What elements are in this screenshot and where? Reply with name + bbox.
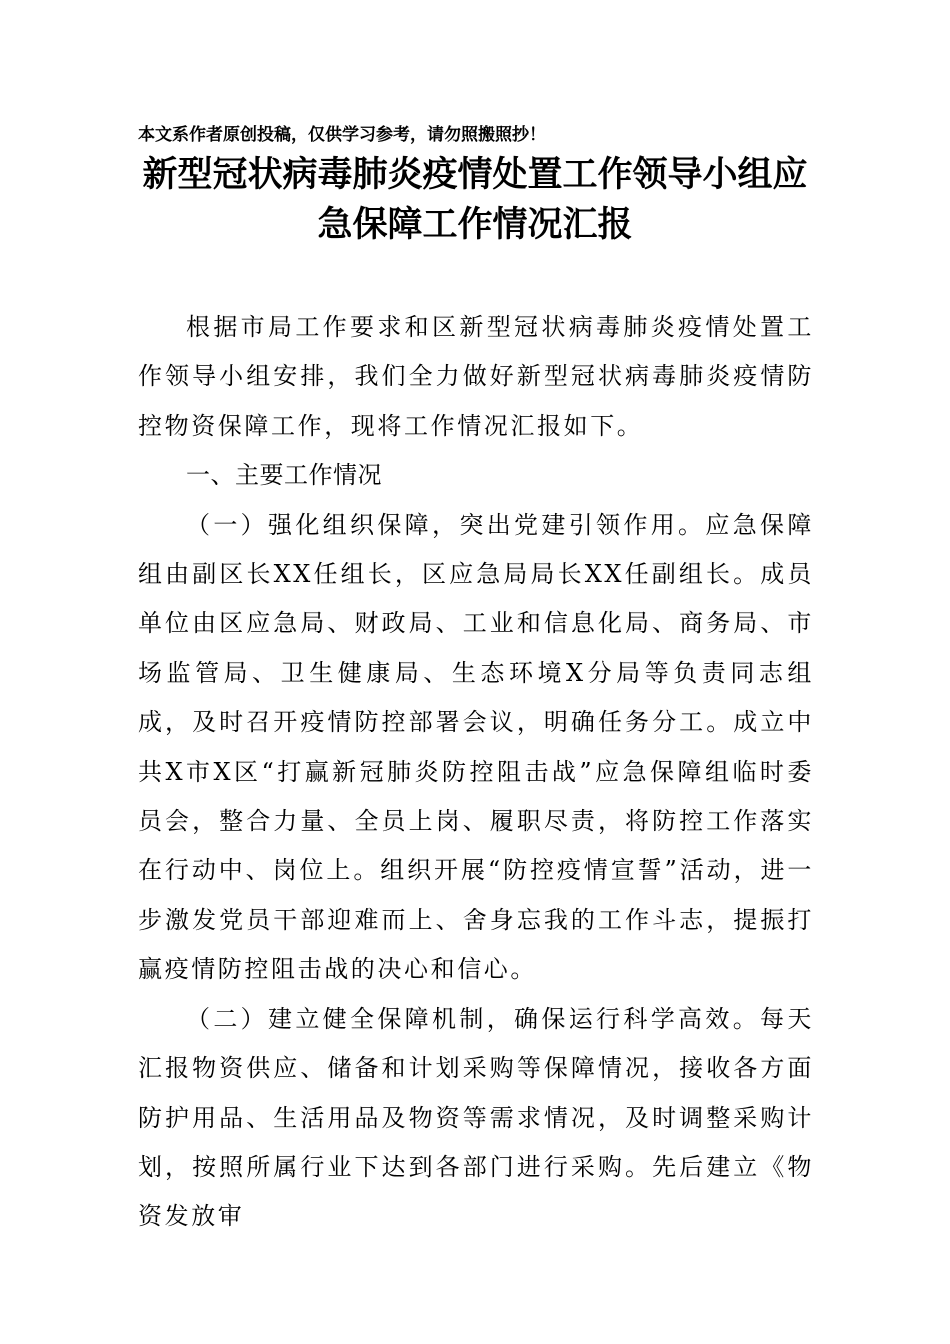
copyright-notice: 本文系作者原创投稿，仅供学习参考，请勿照搬照抄！ (138, 125, 546, 145)
paragraph-2: （二）建立健全保障机制，确保运行科学高效。每天汇报物资供应、储备和计划采购等保障情况，接收各方面防护用品、生活用品及物资等需求情况，及时调整采购计划，按照所属行业下达到各部门进行采购。先后建立《物资发放审 (138, 1004, 814, 1231)
section-heading: 一、主要工作情况 (186, 461, 382, 490)
title-line-1: 新型冠状病毒肺炎疫情处置工作领导小组应 (142, 154, 808, 195)
intro-paragraph: 根据市局工作要求和区新型冠状病毒肺炎疫情处置工作领导小组安排，我们全力做好新型冠状病毒肺炎疫情防控物资保障工作，现将工作情况汇报如下。 (138, 313, 814, 440)
document-title (130, 150, 820, 250)
document-body (138, 303, 814, 1242)
title-line-2: 急保障工作情况汇报 (317, 204, 633, 245)
paragraph-1: （一）强化组织保障，突出党建引领作用。应急保障组由副区长XX任组长，区应急局局长XX任副组长。成员单位由区应急局、财政局、工业和信息化局、商务局、市场监管局、卫生健康局、生态环境X分局等负责同志组成，及时召开疫情防控部署会议，明确任务分工。成立中共X市X区“打赢新冠肺炎防控阻击战”应急保障组临时委员会，整合力量、全员上岗、履职尽责，将防控工作落实在行动中、岗位上。组织开展“防控疫情宣誓”活动，进一步激发党员干部迎难而上、舍身忘我的工作斗志，提振打赢疫情防控阻击战的决心和信心。 (138, 510, 814, 984)
